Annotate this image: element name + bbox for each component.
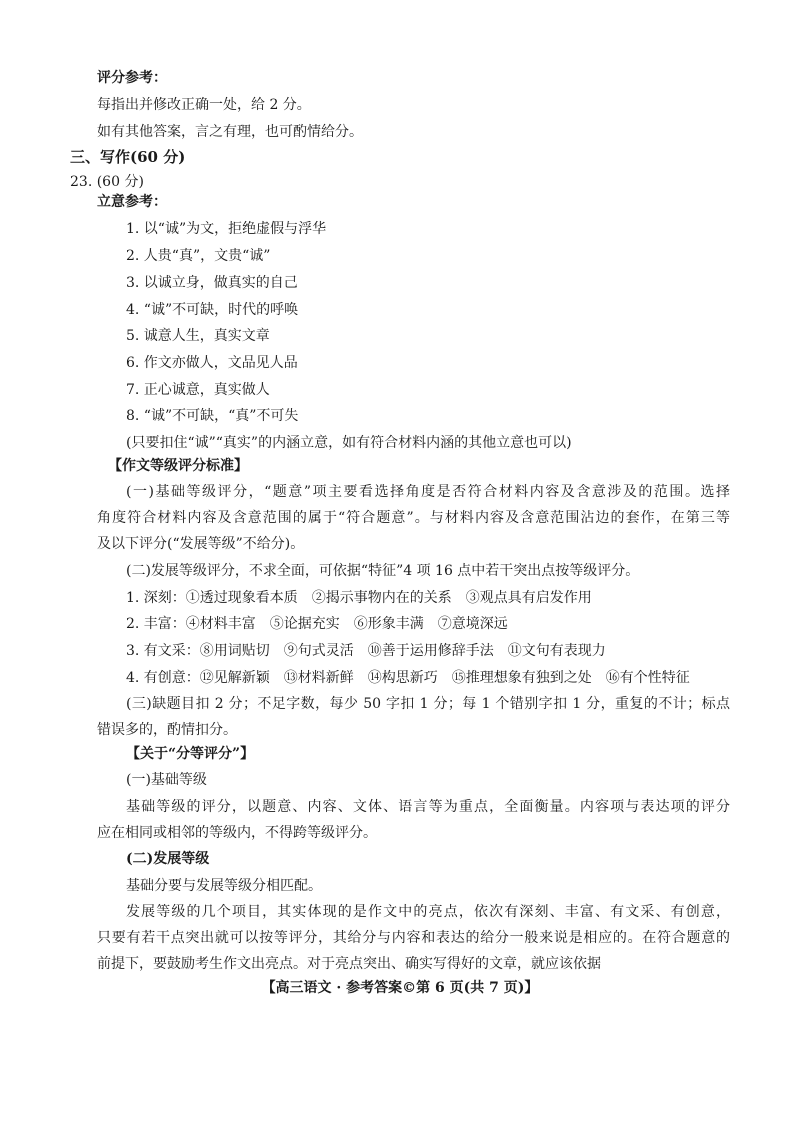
grading-p3-line-2: 错误多的，酌情扣分。: [97, 722, 237, 738]
dev-tier-heading: (二)发展等级: [126, 851, 210, 867]
idea-item: 8. “诚”不可缺，“真”不可失: [126, 408, 299, 424]
idea-item: 3. 以诚立身，做真实的自己: [126, 275, 298, 291]
scoring-ref-line-2: 如有其他答案，言之有理，也可酌情给分。: [97, 124, 363, 140]
idea-reference-heading: 立意参考：: [97, 194, 167, 210]
idea-item: 2. 人贵“真”，文贵“诚”: [126, 248, 271, 264]
scoring-ref-line-1: 每指出并修改正确一处，给 2 分。: [97, 97, 311, 113]
feature-item: 3. 有文采：⑧用词贴切 ⑨句式灵活 ⑩善于运用修辞手法 ⑪文句有表现力: [126, 643, 606, 659]
scoring-ref-heading: 评分参考：: [97, 70, 167, 86]
feature-item: 1. 深刻：①透过现象看本质 ②揭示事物内在的关系 ③观点具有启发作用: [126, 590, 592, 606]
grading-standard-heading: 【作文等级评分标准】: [108, 458, 248, 474]
idea-item: 5. 诚意人生，真实文章: [126, 328, 270, 344]
idea-item: 4. “诚”不可缺，时代的呼唤: [126, 302, 299, 318]
grading-p2: (二)发展等级评分，不求全面，可依据“特征”4 项 16 点中若干突出点按等级评分。: [126, 563, 640, 579]
section-3-heading: 三、写作(60 分): [70, 148, 186, 166]
question-23-label: 23. (60 分): [70, 174, 144, 190]
grading-p3-line-1: (三)缺题目扣 2 分；不足字数，每少 50 字扣 1 分；每 1 个错别字扣 1 分，重复的不计；标点: [126, 696, 730, 712]
page-footer: 【高三语文 · 参考答案©第 6 页(共 7 页)】: [261, 980, 539, 996]
basic-tier-heading: (一)基础等级: [126, 772, 207, 788]
dev-tier-p2-line-3: 前提下，要鼓励考生作文出亮点。对于亮点突出、确实写得好的文章，就应该依据: [97, 956, 601, 972]
grading-p1-line-3: 及以下评分(“发展等级”不给分)。: [97, 536, 305, 552]
idea-item: 7. 正心诚意，真实做人: [126, 382, 270, 398]
dev-tier-p2-line-2: 只要有若干点突出就可以按等评分，其给分与内容和表达的给分一般来说是相应的。在符合题意的: [97, 930, 730, 946]
feature-item: 2. 丰富：④材料丰富 ⑤论据充实 ⑥形象丰满 ⑦意境深远: [126, 616, 508, 632]
idea-item: 1. 以“诚”为文，拒绝虚假与浮华: [126, 221, 327, 237]
tiers-heading: 【关于“分等评分”】: [126, 746, 255, 762]
basic-tier-line-2: 应在相同或相邻的等级内，不得跨等级评分。: [97, 825, 377, 841]
dev-tier-p1: 基础分要与发展等级分相匹配。: [126, 878, 322, 894]
dev-tier-p2-line-1: 发展等级的几个项目，其实体现的是作文中的亮点，依次有深刻、丰富、有文采、有创意，: [126, 904, 730, 920]
idea-item: 6. 作文亦做人，文品见人品: [126, 355, 298, 371]
basic-tier-line-1: 基础等级的评分，以题意、内容、文体、语言等为重点，全面衡量。内容项与表达项的评分: [126, 799, 730, 815]
feature-item: 4. 有创意：⑫见解新颖 ⑬材料新鲜 ⑭构思新巧 ⑮推理想象有独到之处 ⑯有个性特征: [126, 670, 690, 686]
grading-p1-line-2: 角度符合材料内容及含意范围的属于“符合题意”。与材料内容及含意范围沾边的套作，在第三等: [97, 510, 730, 526]
grading-p1-line-1: (一)基础等级评分，“题意”项主要看选择角度是否符合材料内容及含意涉及的范围。选择: [126, 484, 730, 500]
idea-note: (只要扣住“诚”“真实”的内涵立意，如有符合材料内涵的其他立意也可以): [126, 435, 572, 451]
